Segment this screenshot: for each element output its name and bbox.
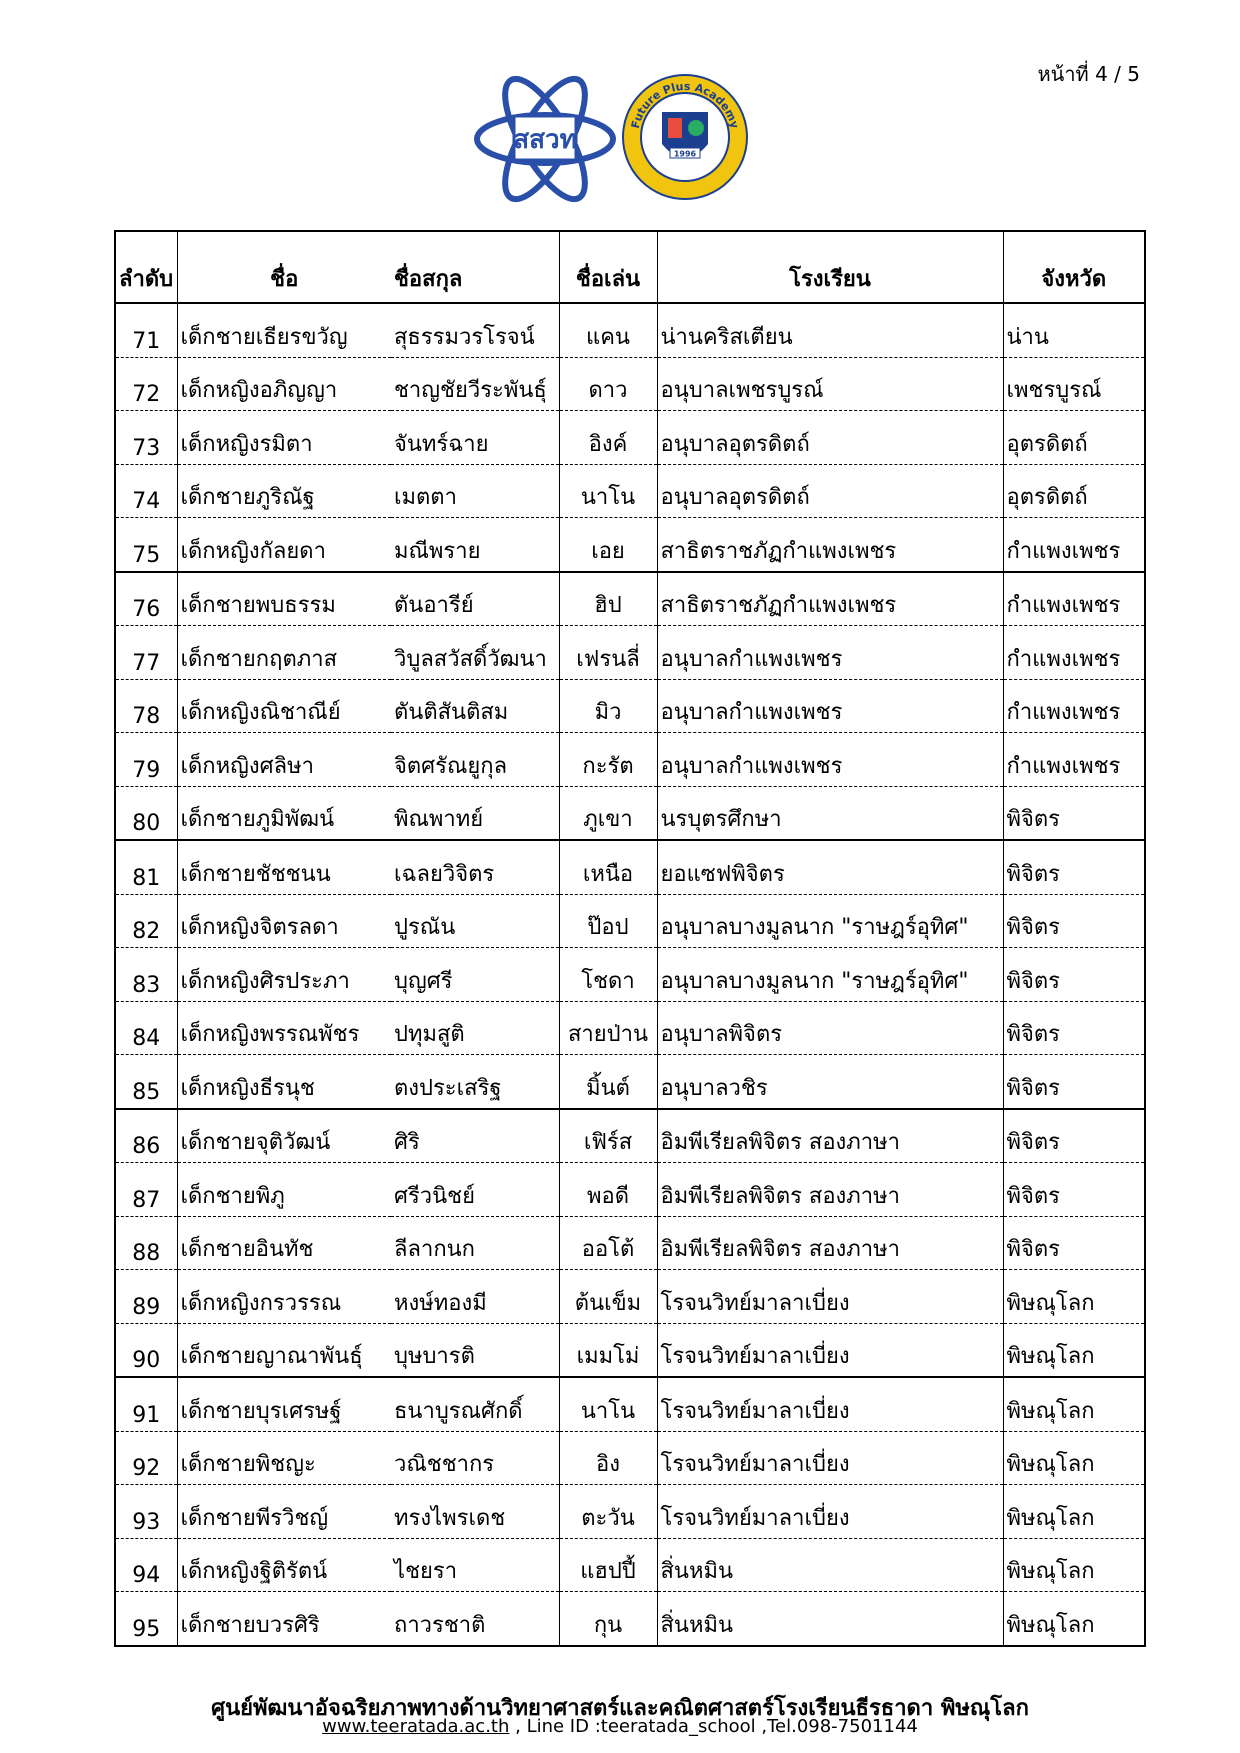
- table-row: [115, 1109, 1145, 1163]
- cell-last-name: บุษบารติ: [391, 1323, 559, 1377]
- cell-no: 91: [115, 1377, 177, 1431]
- cell-last-name: มณีพราย: [391, 518, 559, 572]
- table-row: [115, 303, 1145, 357]
- cell-first-name: เด็กหญิงจิตรลดา: [177, 894, 391, 948]
- cell-nickname: เอย: [559, 518, 657, 572]
- cell-province: กำแพงเพชร: [1003, 518, 1145, 572]
- cell-nickname: นาโน: [559, 464, 657, 518]
- table-row: [115, 357, 1145, 411]
- cell-no: 79: [115, 733, 177, 787]
- table-row: [115, 626, 1145, 680]
- cell-first-name: เด็กชายพิภู: [177, 1163, 391, 1217]
- cell-last-name: ทรงไพรเดช: [391, 1485, 559, 1539]
- cell-province: พิษณุโลก: [1003, 1538, 1145, 1592]
- cell-no: 74: [115, 464, 177, 518]
- cell-nickname: ฮิป: [559, 572, 657, 626]
- cell-first-name: เด็กชายเธียรขวัญ: [177, 303, 391, 357]
- cell-last-name: วณิชชากร: [391, 1431, 559, 1485]
- cell-last-name: เฉลยวิจิตร: [391, 840, 559, 894]
- cell-no: 72: [115, 357, 177, 411]
- cell-last-name: ตันอารีย์: [391, 572, 559, 626]
- cell-school: อิมพีเรียลพิจิตร สองภาษา: [657, 1163, 1003, 1217]
- cell-nickname: มิว: [559, 679, 657, 733]
- cell-province: พิษณุโลก: [1003, 1592, 1145, 1646]
- cell-province: อุตรดิตถ์: [1003, 411, 1145, 465]
- cell-province: พิจิตร: [1003, 1216, 1145, 1270]
- cell-no: 93: [115, 1485, 177, 1539]
- cell-school: อนุบาลพิจิตร: [657, 1001, 1003, 1055]
- cell-nickname: กะรัต: [559, 733, 657, 787]
- cell-last-name: เมตตา: [391, 464, 559, 518]
- cell-nickname: ป๊อป: [559, 894, 657, 948]
- cell-nickname: เมมโม่: [559, 1323, 657, 1377]
- cell-no: 77: [115, 626, 177, 680]
- cell-school: โรจนวิทย์มาลาเบี่ยง: [657, 1431, 1003, 1485]
- cell-school: สิ่นหมิน: [657, 1538, 1003, 1592]
- cell-no: 78: [115, 679, 177, 733]
- cell-province: เพชรบูรณ์: [1003, 357, 1145, 411]
- cell-province: กำแพงเพชร: [1003, 733, 1145, 787]
- column-header-school: โรงเรียน: [657, 231, 1003, 303]
- table-row: [115, 786, 1145, 840]
- cell-school: อิมพีเรียลพิจิตร สองภาษา: [657, 1109, 1003, 1163]
- svg-text:1996: 1996: [673, 149, 697, 159]
- cell-province: พิษณุโลก: [1003, 1377, 1145, 1431]
- cell-first-name: เด็กหญิงกัลยดา: [177, 518, 391, 572]
- table-row: [115, 1323, 1145, 1377]
- cell-last-name: ลีลากนก: [391, 1216, 559, 1270]
- cell-first-name: เด็กชายญาณาพันธุ์: [177, 1323, 391, 1377]
- footer-title: ศูนย์พัฒนาอัจฉริยภาพทางด้านวิทยาศาสตร์และคณิตศาสตร์โรงเรียนธีรธาดา พิษณุโลก: [211, 1696, 1029, 1721]
- cell-first-name: เด็กหญิงศลิษา: [177, 733, 391, 787]
- table-row: [115, 1055, 1145, 1109]
- cell-no: 71: [115, 303, 177, 357]
- cell-province: พิจิตร: [1003, 1109, 1145, 1163]
- cell-school: โรจนวิทย์มาลาเบี่ยง: [657, 1377, 1003, 1431]
- cell-nickname: ออโต้: [559, 1216, 657, 1270]
- table-row: [115, 464, 1145, 518]
- cell-province: กำแพงเพชร: [1003, 626, 1145, 680]
- table-row: [115, 572, 1145, 626]
- header-logos: [470, 64, 760, 214]
- cell-last-name: วิบูลสวัสดิ์วัฒนา: [391, 626, 559, 680]
- table-row: [115, 733, 1145, 787]
- cell-province: พิจิตร: [1003, 1163, 1145, 1217]
- column-header-nickname: ชื่อเล่น: [559, 231, 657, 303]
- cell-first-name: เด็กชายจุติวัฒน์: [177, 1109, 391, 1163]
- cell-first-name: เด็กหญิงพรรณพัชร: [177, 1001, 391, 1055]
- cell-last-name: พิณพาทย์: [391, 786, 559, 840]
- cell-province: พิจิตร: [1003, 786, 1145, 840]
- cell-nickname: เฟิร์ส: [559, 1109, 657, 1163]
- column-header-no: ลำดับ: [115, 231, 177, 303]
- cell-nickname: แฮปปี้: [559, 1538, 657, 1592]
- cell-first-name: เด็กหญิงกรวรรณ: [177, 1270, 391, 1324]
- cell-no: 83: [115, 948, 177, 1002]
- cell-last-name: ธนาบูรณศักดิ์: [391, 1377, 559, 1431]
- cell-first-name: เด็กชายอินทัช: [177, 1216, 391, 1270]
- cell-no: 87: [115, 1163, 177, 1217]
- cell-school: อนุบาลกำแพงเพชร: [657, 733, 1003, 787]
- cell-last-name: ตันติสันติสม: [391, 679, 559, 733]
- cell-no: 81: [115, 840, 177, 894]
- cell-nickname: อิงค์: [559, 411, 657, 465]
- cell-nickname: สายป่าน: [559, 1001, 657, 1055]
- cell-school: สิ่นหมิน: [657, 1592, 1003, 1646]
- cell-province: พิษณุโลก: [1003, 1485, 1145, 1539]
- cell-first-name: เด็กหญิงรมิตา: [177, 411, 391, 465]
- cell-no: 75: [115, 518, 177, 572]
- cell-school: โรจนวิทย์มาลาเบี่ยง: [657, 1270, 1003, 1324]
- svg-text:Future Plus Academy: Future Plus Academy: [628, 79, 742, 130]
- cell-no: 73: [115, 411, 177, 465]
- cell-nickname: นาโน: [559, 1377, 657, 1431]
- cell-school: อนุบาลกำแพงเพชร: [657, 679, 1003, 733]
- cell-school: อนุบาลบางมูลนาก "ราษฎร์อุทิศ": [657, 894, 1003, 948]
- column-header-first-name: ชื่อ: [177, 231, 391, 303]
- cell-first-name: เด็กชายชัชชนน: [177, 840, 391, 894]
- table-header-row: [115, 231, 1145, 303]
- cell-nickname: กุน: [559, 1592, 657, 1646]
- cell-province: พิจิตร: [1003, 1001, 1145, 1055]
- page-number: หน้าที่ 4 / 5: [1037, 62, 1140, 86]
- table-row: [115, 1377, 1145, 1431]
- table-row: [115, 1485, 1145, 1539]
- cell-nickname: เฟรนลี่: [559, 626, 657, 680]
- cell-first-name: เด็กชายพบธรรม: [177, 572, 391, 626]
- cell-first-name: เด็กชายบุรเศรษฐ์: [177, 1377, 391, 1431]
- cell-nickname: แคน: [559, 303, 657, 357]
- table-row: [115, 1538, 1145, 1592]
- cell-no: 85: [115, 1055, 177, 1109]
- cell-nickname: ตะวัน: [559, 1485, 657, 1539]
- cell-province: พิจิตร: [1003, 840, 1145, 894]
- cell-nickname: เหนือ: [559, 840, 657, 894]
- cell-nickname: มิ้นต์: [559, 1055, 657, 1109]
- cell-first-name: เด็กชายภูริณัฐ: [177, 464, 391, 518]
- column-header-last-name: ชื่อสกุล: [391, 231, 559, 303]
- cell-last-name: ศรีวนิชย์: [391, 1163, 559, 1217]
- table-row: [115, 1270, 1145, 1324]
- cell-no: 95: [115, 1592, 177, 1646]
- cell-last-name: ถาวรชาติ: [391, 1592, 559, 1646]
- cell-school: อนุบาลเพชรบูรณ์: [657, 357, 1003, 411]
- cell-school: สาธิตราชภัฏกำแพงเพชร: [657, 572, 1003, 626]
- cell-first-name: เด็กชายภูมิพัฒน์: [177, 786, 391, 840]
- cell-province: อุตรดิตถ์: [1003, 464, 1145, 518]
- cell-no: 84: [115, 1001, 177, 1055]
- cell-last-name: ศิริ: [391, 1109, 559, 1163]
- table-row: [115, 1001, 1145, 1055]
- cell-first-name: เด็กหญิงธีรนุช: [177, 1055, 391, 1109]
- cell-last-name: ปทุมสูติ: [391, 1001, 559, 1055]
- table-row: [115, 679, 1145, 733]
- cell-first-name: เด็กชายพีรวิชญ์: [177, 1485, 391, 1539]
- cell-nickname: อิง: [559, 1431, 657, 1485]
- cell-no: 89: [115, 1270, 177, 1324]
- table-row: [115, 1592, 1145, 1646]
- table-row: [115, 1431, 1145, 1485]
- cell-first-name: เด็กชายบวรศิริ: [177, 1592, 391, 1646]
- cell-province: กำแพงเพชร: [1003, 679, 1145, 733]
- cell-province: พิษณุโลก: [1003, 1270, 1145, 1324]
- cell-school: อนุบาลอุตรดิตถ์: [657, 464, 1003, 518]
- cell-no: 76: [115, 572, 177, 626]
- footer-contact: [0, 1716, 1240, 1737]
- cell-nickname: ต้นเข็ม: [559, 1270, 657, 1324]
- cell-no: 82: [115, 894, 177, 948]
- table-row: [115, 1216, 1145, 1270]
- cell-last-name: ตงประเสริฐ: [391, 1055, 559, 1109]
- table-row: [115, 1163, 1145, 1217]
- cell-first-name: เด็กชายพิชญะ: [177, 1431, 391, 1485]
- cell-school: อนุบาลอุตรดิตถ์: [657, 411, 1003, 465]
- column-header-province: จังหวัด: [1003, 231, 1145, 303]
- contact-details: , Line ID :teeratada_school ,Tel.098-7501144: [509, 1716, 918, 1737]
- table-row: [115, 518, 1145, 572]
- cell-province: กำแพงเพชร: [1003, 572, 1145, 626]
- cell-first-name: เด็กหญิงศิรประภา: [177, 948, 391, 1002]
- cell-school: อิมพีเรียลพิจิตร สองภาษา: [657, 1216, 1003, 1270]
- cell-no: 86: [115, 1109, 177, 1163]
- cell-no: 90: [115, 1323, 177, 1377]
- cell-school: อนุบาลกำแพงเพชร: [657, 626, 1003, 680]
- cell-last-name: สุธรรมวรโรจน์: [391, 303, 559, 357]
- cell-nickname: พอดี: [559, 1163, 657, 1217]
- ssawt-logo-icon: [470, 64, 620, 214]
- cell-first-name: เด็กหญิงฐิติรัตน์: [177, 1538, 391, 1592]
- cell-last-name: จันทร์ฉาย: [391, 411, 559, 465]
- cell-nickname: ดาว: [559, 357, 657, 411]
- future-plus-academy-seal-icon: [620, 72, 750, 202]
- cell-no: 94: [115, 1538, 177, 1592]
- cell-school: อนุบาลวชิร: [657, 1055, 1003, 1109]
- cell-school: ยอแซฟพิจิตร: [657, 840, 1003, 894]
- cell-province: พิษณุโลก: [1003, 1431, 1145, 1485]
- cell-province: พิษณุโลก: [1003, 1323, 1145, 1377]
- cell-no: 88: [115, 1216, 177, 1270]
- table-row: [115, 411, 1145, 465]
- table-row: [115, 840, 1145, 894]
- website-link[interactable]: www.teeratada.ac.th: [322, 1716, 510, 1737]
- cell-school: อนุบาลบางมูลนาก "ราษฎร์อุทิศ": [657, 948, 1003, 1002]
- cell-school: โรจนวิทย์มาลาเบี่ยง: [657, 1323, 1003, 1377]
- cell-last-name: ไชยรา: [391, 1538, 559, 1592]
- cell-last-name: หงษ์ทองมี: [391, 1270, 559, 1324]
- cell-last-name: ชาญชัยวีระพันธุ์: [391, 357, 559, 411]
- cell-province: พิจิตร: [1003, 894, 1145, 948]
- cell-last-name: บุญศรี: [391, 948, 559, 1002]
- cell-province: พิจิตร: [1003, 948, 1145, 1002]
- cell-no: 80: [115, 786, 177, 840]
- cell-school: โรจนวิทย์มาลาเบี่ยง: [657, 1485, 1003, 1539]
- cell-province: น่าน: [1003, 303, 1145, 357]
- cell-first-name: เด็กหญิงณิชาณีย์: [177, 679, 391, 733]
- cell-no: 92: [115, 1431, 177, 1485]
- table-row: [115, 948, 1145, 1002]
- cell-province: พิจิตร: [1003, 1055, 1145, 1109]
- cell-first-name: เด็กหญิงอภิญญา: [177, 357, 391, 411]
- cell-last-name: ปูรณัน: [391, 894, 559, 948]
- student-roster-table: [114, 230, 1146, 1647]
- svg-text:สสวท: สสวท: [513, 125, 577, 155]
- cell-school: สาธิตราชภัฏกำแพงเพชร: [657, 518, 1003, 572]
- cell-school: นรบุตรศึกษา: [657, 786, 1003, 840]
- cell-nickname: โชดา: [559, 948, 657, 1002]
- cell-nickname: ภูเขา: [559, 786, 657, 840]
- cell-first-name: เด็กชายกฤตภาส: [177, 626, 391, 680]
- cell-last-name: จิตศรัณยูกุล: [391, 733, 559, 787]
- cell-school: น่านคริสเตียน: [657, 303, 1003, 357]
- table-row: [115, 894, 1145, 948]
